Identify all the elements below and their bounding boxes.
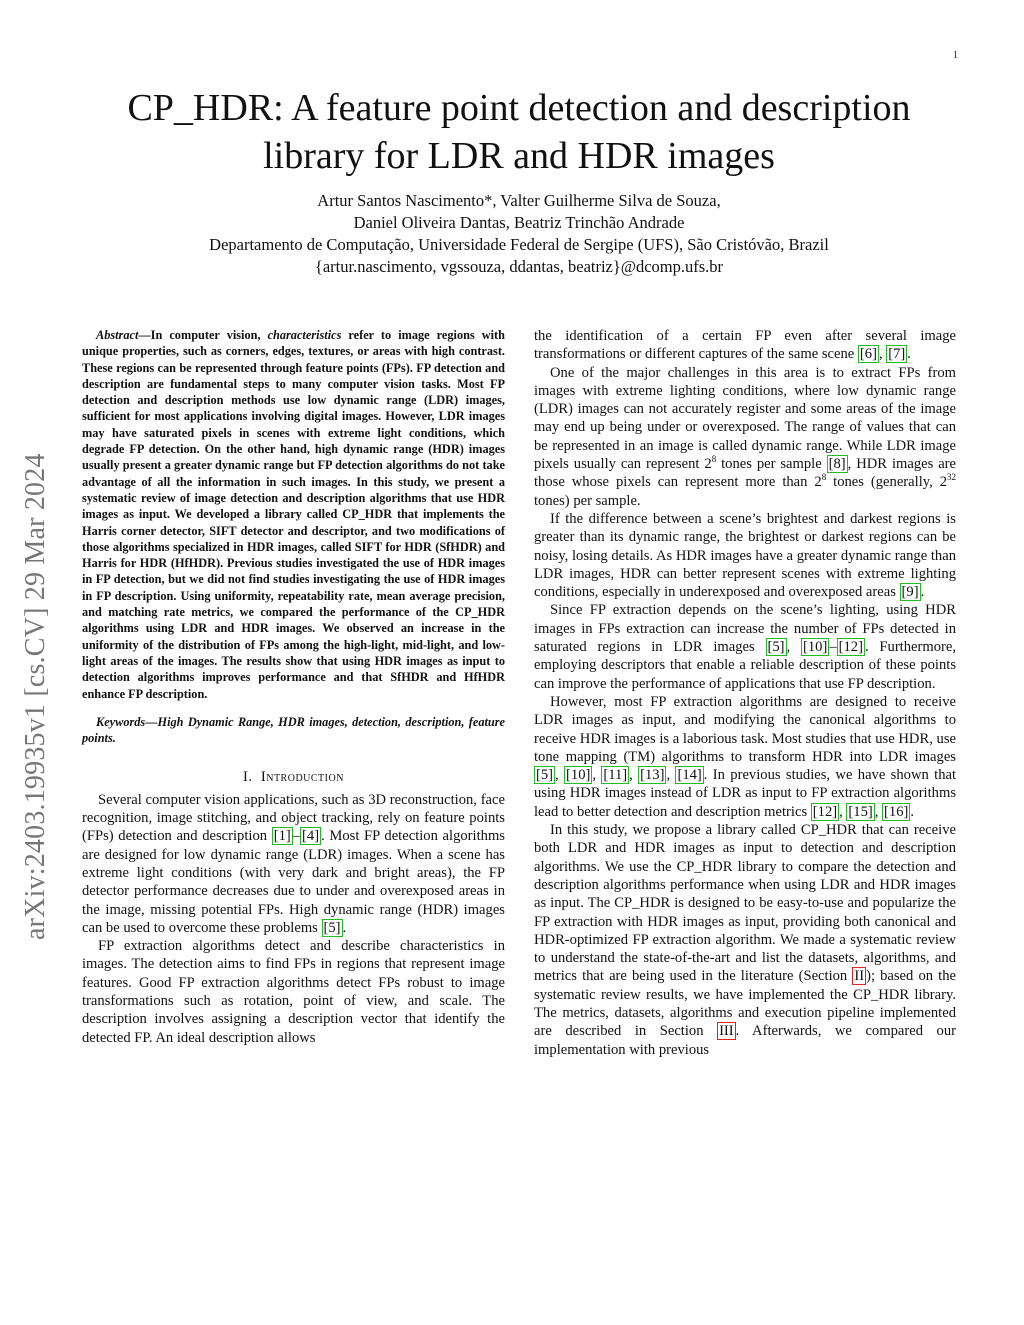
abstract-dash: — [138,328,151,342]
right-column [534,327,956,1059]
keywords-text: High Dynamic Range, HDR images, detection, description, feature points. [82,714,505,746]
superscript: 8 [711,454,717,465]
citation-link[interactable]: [13] [640,767,665,784]
text: One of the major challenges in this area is to extract FPs from images with extreme lighting conditions, where low dynamic range (LDR) images can not accurately register and some areas of the image may end up being under or overexposed. The range of values that can be represented in an image is called dynamic range. While LDR image pixels usually can represent 2 [534,364,956,473]
affiliation: Departamento de Computação, Universidade Federal de Sergipe (UFS), São Cristóvão, Brazil [209,235,829,254]
text: . Furthermore, employing descriptors that enable a reliable description of these points can improve the performance of applications that use FP description. [534,639,956,692]
text: tones (generally, 2 [826,474,947,491]
citation-link[interactable]: [10] [566,767,591,784]
citation-link[interactable]: [8] [828,456,846,473]
citation-link[interactable]: [11] [603,767,628,784]
text: . Afterwards, we compared our implementation with previous [534,1023,956,1058]
citation-link[interactable]: [15] [848,803,873,820]
text: – [292,828,301,845]
keywords-dash: — [145,714,158,729]
citation-link[interactable]: [12] [838,639,863,656]
citation-link[interactable]: [4] [302,828,320,845]
text: , [839,803,847,820]
intro-paragraph-4 [534,510,956,601]
section-ref-link[interactable]: II [854,968,865,985]
abstract-label: Abstract [96,328,139,342]
citation-link[interactable]: [7] [888,346,906,363]
title-line-1: CP_HDR: A feature point detection and description [127,87,911,129]
abstract-emphasis: characteristics [267,328,342,342]
intro-paragraph-3 [534,364,956,510]
text: However, most FP extraction algorithms are designed to receive LDR images as input, and modifying the canonical algorithms to receive HDR images is a laborious task. Most studies that use HDR, use tone mapping (TM) algorithms to transform HDR into LDR images [534,693,956,765]
text: ); based on the systematic review results, we have implemented the CP_HDR library. The metrics, datasets, algorithms and execution pipeline implemented are described in Section [534,968,956,1040]
keywords [82,714,505,747]
intro-paragraph-2-continued [534,327,956,364]
text: . [910,803,915,820]
citation-link[interactable]: [5] [536,767,554,784]
keywords-label: Keywords [96,714,146,729]
intro-paragraph-2: FP extraction algorithms detect and describe characteristics in images. The detection aims to find FPs in regions that represent image features. Good FP extraction algorithms detect FPs robust to image transformations such as rotation, point of view, and scale. The description involves assigning a description vector that identify the detected FP. An ideal description allows [82,938,505,1046]
citation-link[interactable]: [5] [767,639,785,656]
text: Several computer vision applications, such as 3D reconstruction, face recognition, image stitching, and object tracking, rely on feature points (FPs) detection and description [82,791,505,845]
author-block [60,190,978,278]
text: . [342,919,347,936]
text: . [907,346,911,363]
section-ref-link[interactable]: III [719,1023,734,1040]
citation-link[interactable]: [12] [812,803,838,820]
text: Since FP extraction depends on the scene’s lighting, using HDR images in FPs extraction can increase the number of FPs detected in saturated regions in LDR images [534,602,956,656]
text: . [920,584,925,601]
text: , HDR images are those whose pixels can represent more than 2 [534,456,957,491]
text: , [878,346,887,363]
text: , [666,767,676,784]
text: . In previous studies, we have shown that using HDR images instead of LDR as input to FP extraction algorithms lead to better detection and description metrics [534,767,957,820]
citation-link[interactable]: [1] [273,828,291,845]
abstract-text: refer to image regions with unique properties, such as corners, edges, textures, or areas with high contrast. These regions can be represented through feature points (FPs). FP detection and description are fundamental steps to many computer vision tasks. Most FP detection and description methods use low dynamic range (LDR) images, sufficient for most applications involving digital images. However, LDR images may have saturated pixels in scenes with extreme light conditions, which degrade FP detection. On the other hand, high dynamic range (HDR) images usually present a greater dynamic range but FP detection algorithms do not take advantage of all the information in such images. In this study, we present a systematic review of image detection and description algorithms that use HDR images as input. We developed a library called CP_HDR that implements the Harris corner detector, SIFT detector and descriptor, and two modifications of those algorithms specialized in HDR images, called SIFT for HDR (SfHDR) and Harris for HDR (HfHDR). Previous studies investigated the use of HDR images in FP detection, but we did not find studies investigating the use of HDR images in FP description. Using uniformity, repeatability rate, mean average precision, and matching rate metrics, we compared the performance of the CP_HDR algorithms using LDR and HDR images. We observed an increase in the uniformity of the distribution of FPs among the high-light, mid-light, and low-light areas of the images. The results show that using HDR images as input to detection algorithms improves performance and that SfHDR and HfHDR enhance FP description. [82,328,505,701]
text: the identification of a certain FP even after several image transformations or different captures of the same scene [534,328,956,363]
left-column [82,327,505,1047]
intro-paragraph-5 [534,601,956,692]
text: – [829,639,837,656]
citation-link[interactable]: [9] [901,584,919,601]
text: , [786,639,801,656]
superscript: 32 [947,472,956,483]
paper-title [60,84,978,180]
emails: {artur.nascimento, vgssouza, ddantas, beatriz}@dcomp.ufs.br [314,257,724,276]
section-number: I. [243,769,253,786]
citation-link[interactable]: [5] [323,919,341,936]
title-line-2: library for LDR and HDR images [263,135,775,177]
text: , [592,767,602,784]
citation-link[interactable]: [6] [859,346,877,363]
text: , [629,767,639,784]
text: tones per sample [716,456,827,473]
citation-link[interactable]: [16] [884,803,909,820]
abstract-text-start: In computer vision, [150,328,268,342]
section-title: Introduction [260,769,344,786]
authors-line-1: Artur Santos Nascimento*, Valter Guilherme Silva de Souza, [317,191,721,210]
superscript: 8 [821,472,827,483]
text: In this study, we propose a library called CP_HDR that can receive both LDR and HDR images as input to detection and description algorithms. We use the CP_HDR library to compare the detection and description algorithms performance when using LDR and HDR images as input. The CP_HDR is designed to be easy-to-use and popularize the FP extraction with HDR images as input, providing both canonical and HDR-optimized FP extraction algorithm. We made a systematic review to understand the state-of-the-art and list the datasets, algorithms, and metrics that are being used in the literature (Section [534,822,956,985]
text: tones) per sample. [534,492,641,509]
page-number: 1 [953,50,958,61]
citation-link[interactable]: [14] [677,767,702,784]
arxiv-stamp[interactable]: arXiv:2403.19935v1 [cs.CV] 29 Mar 2024 [20,453,51,940]
intro-paragraph-6 [534,693,956,821]
citation-link[interactable]: [10] [803,639,828,656]
abstract [82,327,505,702]
section-heading-introduction [82,768,505,786]
authors-line-2: Daniel Oliveira Dantas, Beatriz Trinchão Andrade [353,213,685,232]
text: If the difference between a scene’s brightest and darkest regions is greater than its dynamic range, the brightest or darkest regions can be noisy, losing details. As HDR images have a greater dynamic range than LDR images, HDR can better represent scenes with extreme lighting conditions, especially in underexposed and overexposed areas [534,510,956,601]
text: . Most FP detection algorithms are designed for low dynamic range (LDR) images. When a scene has extreme light conditions (with very dark and bright areas), the FP detector performance decreases due to under and overexposed areas in the image, missing potential FPs. High dynamic range (HDR) images can be used to overcome these problems [82,828,505,936]
text: , [874,803,883,820]
intro-paragraph-1 [82,791,505,937]
text: , [555,767,565,784]
intro-paragraph-7 [534,821,956,1059]
